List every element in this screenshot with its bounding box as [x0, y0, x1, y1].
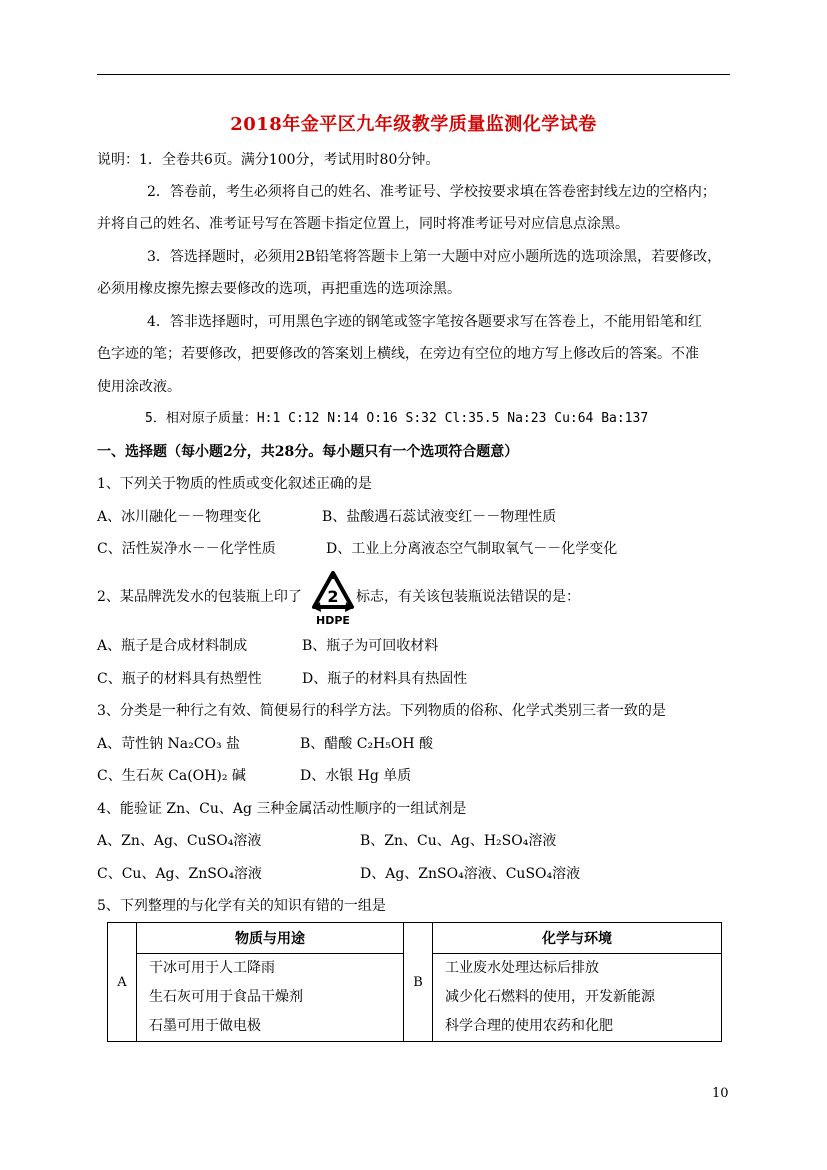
hdpe-recycling-icon: [311, 570, 355, 628]
note-4: 4．答非选择题时，可用黑色字迹的钢笔或签字笔按各题要求写在答卷上，不能用铅笔和红: [147, 314, 702, 330]
q1-option-d: D、工业上分离液态空气制取氧气－－化学变化: [326, 541, 618, 557]
q3-stem: 3、分类是一种行之有效、简便易行的科学方法。下列物质的俗称、化学式类别三者一致的是: [97, 703, 666, 719]
q4-option-b: B、Zn、Cu、Ag、H₂SO₄溶液: [360, 833, 557, 849]
q5-left-header: 物质与用途: [137, 923, 404, 954]
q5-knowledge-table: [107, 922, 722, 1042]
note-3: 3．答选择题时，必须用2B铅笔将答题卡上第一大题中对应小题所选的选项涂黑，若要修改，: [147, 249, 722, 265]
q5-left-item: 干冰可用于人工降雨: [149, 960, 275, 976]
q5-right-item: 工业废水处理达标后排放: [445, 960, 599, 976]
q4-option-d: D、Ag、ZnSO₄溶液、CuSO₄溶液: [360, 866, 581, 882]
q5-left-item: 生石灰可用于食品干燥剂: [149, 989, 303, 1005]
q5-right-item: 科学合理的使用农药和化肥: [445, 1018, 613, 1034]
page-number: 10: [712, 1086, 729, 1101]
q3-option-d: D、水银 Hg 单质: [300, 768, 412, 784]
q5-letter-a: A: [108, 923, 137, 1042]
q5-stem: 5、下列整理的与化学有关的知识有错的一组是: [97, 898, 386, 914]
q2-option-b: B、瓶子为可回收材料: [302, 638, 439, 654]
q4-option-a: A、Zn、Ag、CuSO₄溶液: [97, 833, 262, 849]
section-heading: 一、选择题（每小题2分，共28分。每小题只有一个选项符合题意）: [97, 444, 519, 460]
q4-option-c: C、Cu、Ag、ZnSO₄溶液: [97, 866, 262, 882]
q2-stem-before: 2、某品牌洗发水的包装瓶上印了: [97, 589, 302, 605]
note-2: 2．答卷前，考生必须将自己的姓名、准考证号、学校按要求填在答卷密封线左边的空格内；: [147, 184, 716, 200]
note-3-cont: 必须用橡皮擦先擦去要修改的选项，再把重选的选项涂黑。: [97, 281, 461, 297]
q1-option-c: C、活性炭净水－－化学性质: [97, 541, 276, 557]
q3-option-b: B、醋酸 C₂H₅OH 酸: [300, 736, 434, 752]
q2-stem-after: 标志，有关该包装瓶说法错误的是：: [356, 589, 580, 605]
top-rule: [97, 74, 730, 75]
q2-option-c: C、瓶子的材料具有热塑性: [97, 671, 262, 687]
q5-left-item: 石墨可用于做电极: [149, 1018, 261, 1034]
exam-title: 2018年金平区九年级教学质量监测化学试卷: [230, 114, 597, 135]
note-4-cont2: 使用涂改液。: [97, 379, 181, 395]
q1-option-b: B、盐酸遇石蕊试液变红－－物理性质: [322, 509, 557, 525]
q2-option-d: D、瓶子的材料具有热固性: [302, 671, 468, 687]
q2-option-a: A、瓶子是合成材料制成: [97, 638, 248, 654]
note-2-cont: 并将自己的姓名、准考证号写在答题卡指定位置上，同时将准考证号对应信息点涂黑。: [97, 216, 629, 232]
q5-right-header: 化学与环境: [433, 923, 722, 954]
note-1: 说明：1．全卷共6页。满分100分，考试用时80分钟。: [97, 152, 440, 168]
hdpe-logo-label: HDPE: [316, 614, 350, 627]
note-5: 5．相对原子质量：H:1 C:12 N:14 O:16 S:32 Cl:35.5 Na:23 Cu:64 Ba:137: [145, 411, 649, 426]
q5-right-item: 减少化石燃料的使用，开发新能源: [445, 989, 655, 1005]
q1-stem: 1、下列关于物质的性质或变化叙述正确的是: [97, 476, 372, 492]
hdpe-logo-number: 2: [327, 587, 339, 606]
note-4-cont: 色字迹的笔；若要修改，把要修改的答案划上横线，在旁边有空位的地方写上修改后的答案。不准: [97, 346, 699, 362]
q5-letter-b: B: [404, 923, 433, 1042]
q5-right-items: [433, 954, 722, 1042]
q3-option-a: A、苛性钠 Na₂CO₃ 盐: [97, 736, 241, 752]
q5-left-items: [137, 954, 404, 1042]
q4-stem: 4、能验证 Zn、Cu、Ag 三种金属活动性顺序的一组试剂是: [97, 801, 467, 817]
q3-option-c: C、生石灰 Ca(OH)₂ 碱: [97, 768, 246, 784]
q1-option-a: A、冰川融化－－物理变化: [97, 509, 262, 525]
